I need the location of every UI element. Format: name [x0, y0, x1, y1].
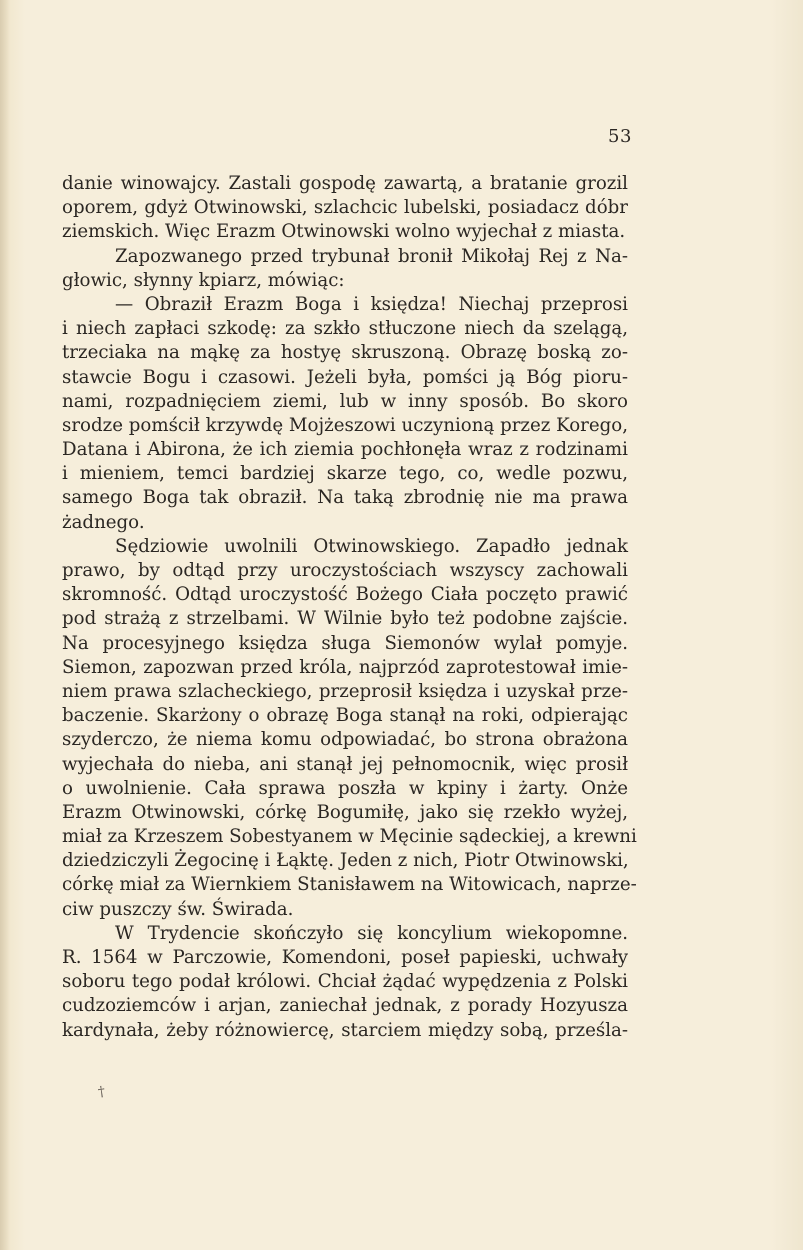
text-line: miał za Krzeszem Sobestyanem w Męcinie sądeckiej, a krewni	[62, 826, 637, 848]
text-line: Sędziowie uwolnili Otwinowskiego. Zapadło jednak	[115, 535, 628, 557]
text-line: szyderczo, że niema komu odpowiadać, bo strona obrażona	[62, 729, 628, 751]
text-line: córkę miał za Wiernkiem Stanisławem na Witowicach, naprze-	[62, 874, 637, 896]
text-line: oporem, gdyż Otwinowski, szlachcic lubelski, posiadacz dóbr	[62, 197, 628, 219]
text-line: samego Boga tak obraził. Na taką zbrodnię nie ma prawa	[62, 487, 628, 509]
text-line: Datana i Abirona, że ich ziemia pochłonęła wraz z rodzinami	[62, 439, 628, 461]
text-line: ziemskich. Więc Erazm Otwinowski wolno wyjechał z miasta.	[62, 221, 626, 243]
text-line: wyjechała do nieba, ani stanął jej pełnomocnik, więc prosił	[62, 753, 628, 775]
footer-pencil-mark: †	[96, 1083, 107, 1101]
text-line: i mieniem, temci bardziej skarze tego, co, wedle pozwu,	[62, 463, 628, 485]
page-edge-shadow	[0, 0, 10, 1250]
text-line: Na procesyjnego księdza sługa Siemonów wylał pomyje.	[62, 632, 628, 654]
text-line: kardynała, żeby różnowiercę, starciem między sobą, prześla-	[62, 1019, 628, 1041]
text-line: ciw puszczy św. Świrada.	[62, 898, 294, 920]
text-line: Siemon, zapozwan przed króla, najprzód zaprotestował imie-	[62, 656, 628, 678]
text-line: prawo, by odtąd przy uroczystościach wszyscy zachowali	[62, 560, 628, 581]
text-line: cudzoziemców i arjan, zaniechał jednak, z porady Hozyusza	[62, 995, 628, 1017]
text-line: i niech zapłaci szkodę: za szkło stłuczone niech da szelągą,	[62, 318, 628, 340]
text-line: R. 1564 w Parczowie, Komendoni, poseł papieski, uchwały	[62, 947, 628, 968]
text-line: stawcie Bogu i czasowi. Jeżeli była, pomści ją Bóg pioru-	[62, 366, 628, 388]
text-line: Zapozwanego przed trybunał bronił Mikołaj Rej z Na-	[115, 245, 628, 267]
text-line: głowic, słynny kpiarz, mówiąc:	[62, 269, 345, 291]
text-line: danie winowajcy. Zastali gospodę zawartą, a bratanie grozil	[62, 173, 628, 194]
body-text	[62, 172, 637, 1043]
text-line: W Trydencie skończyło się koncylium wiekopomne.	[115, 922, 628, 944]
text-line: — Obraził Erazm Boga i księdza! Niechaj przeprosi	[115, 293, 628, 315]
text-line: dziedziczyli Żegocinę i Łąktę. Jeden z nich, Piotr Otwinowski,	[62, 850, 629, 872]
text-line: skromność. Odtąd uroczystość Bożego Ciała poczęto prawić	[62, 584, 628, 606]
text-line: żadnego.	[62, 511, 145, 533]
text-line: nami, rozpadnięciem ziemi, lub w inny sposób. Bo skoro	[62, 390, 628, 412]
page-number: 53	[608, 126, 632, 147]
text-line: trzeciaka na mąkę za hostyę skruszoną. Obrazę boską zo-	[62, 342, 628, 364]
text-line: niem prawa szlacheckiego, przeprosił księdza i uzyskał prze-	[62, 680, 628, 702]
text-line: Erazm Otwinowski, córkę Bogumiłę, jako się rzekło wyżej,	[62, 801, 628, 823]
text-line: soboru tego podał królowi. Chciał żądać wypędzenia z Polski	[62, 971, 628, 993]
text-line: srodze pomścił krzywdę Mojżeszowi uczynioną przez Korego,	[62, 414, 629, 436]
text-line: o uwolnienie. Cała sprawa poszła w kpiny i żarty. Onże	[62, 777, 628, 799]
text-line: baczenie. Skarżony o obrazę Boga stanął na roki, odpierając	[62, 705, 628, 727]
text-line: pod strażą z strzelbami. W Wilnie było też podobne zajście.	[62, 608, 628, 630]
